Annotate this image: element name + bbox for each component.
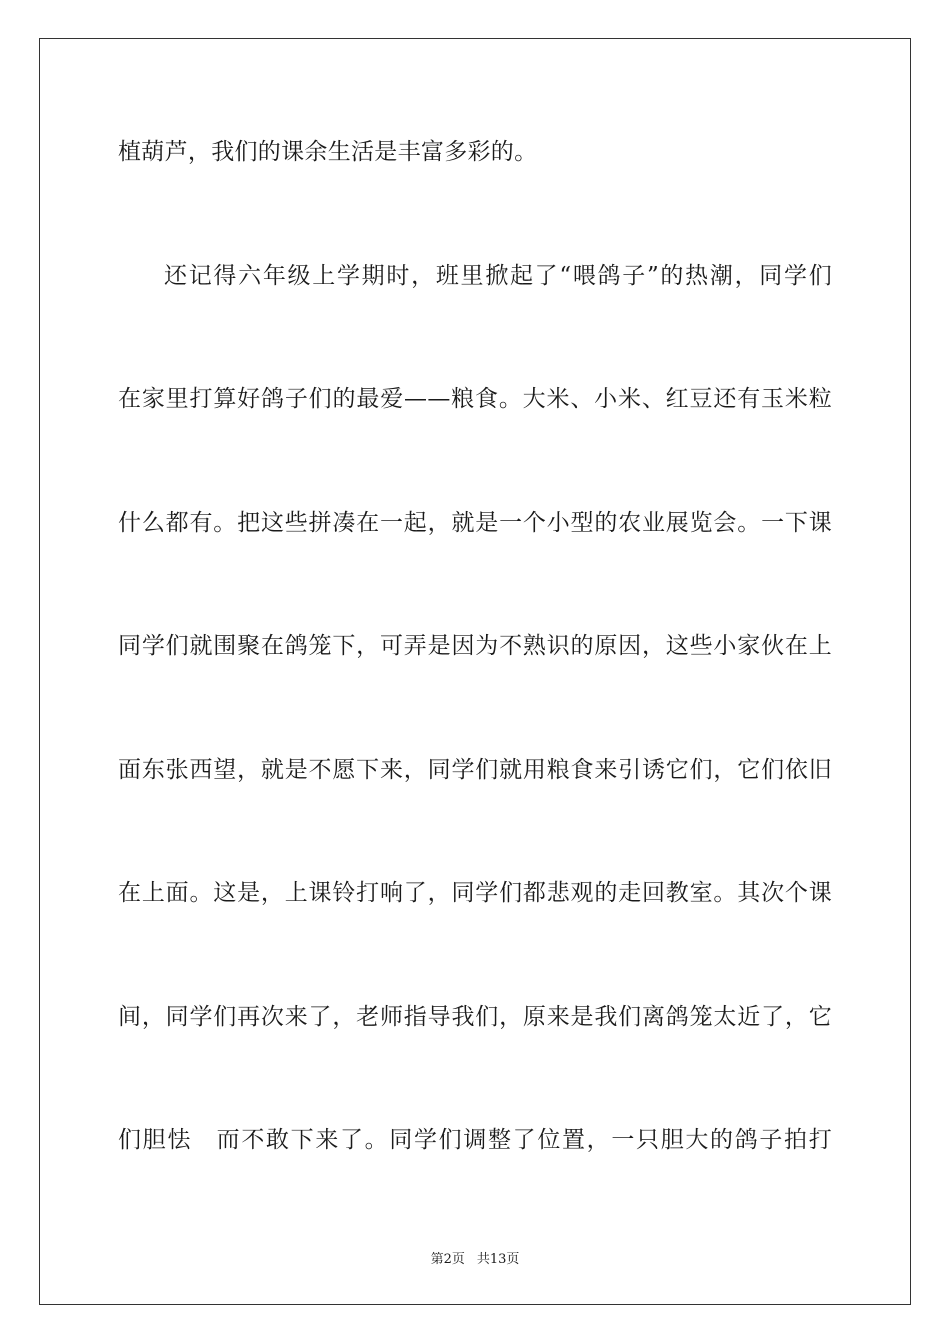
text-line-7: 在上面。这是，上课铃打响了，同学们都悲观的走回教室。其次个课 (118, 880, 832, 906)
text-line-6: 面东张西望，就是不愿下来，同学们就用粮食来引诱它们，它们依旧 (118, 757, 832, 783)
page-footer (0, 1248, 950, 1267)
text-line-2: 还记得六年级上学期时，班里掀起了“喂鸽子”的热潮，同学们 (164, 263, 832, 289)
page-border (39, 38, 911, 1305)
text-line-1: 植葫芦，我们的课余生活是丰富多彩的。 (118, 139, 538, 165)
text-line-3: 在家里打算好鸽子们的最爱——粮食。大米、小米、红豆还有玉米粒 (118, 386, 832, 412)
text-line-4: 什么都有。把这些拼凑在一起，就是一个小型的农业展览会。一下课 (118, 510, 832, 536)
page-number: 第2页 (430, 1252, 465, 1267)
text-line-5: 同学们就围聚在鸽笼下，可弄是因为不熟识的原因，这些小家伙在上 (118, 633, 832, 659)
page-total: 共13页 (476, 1252, 520, 1267)
text-line-9: 们胆怯 而不敢下来了。同学们调整了位置，一只胆大的鸽子拍打 (118, 1127, 832, 1153)
text-line-8: 间，同学们再次来了，老师指导我们，原来是我们离鸽笼太近了，它 (118, 1004, 832, 1030)
